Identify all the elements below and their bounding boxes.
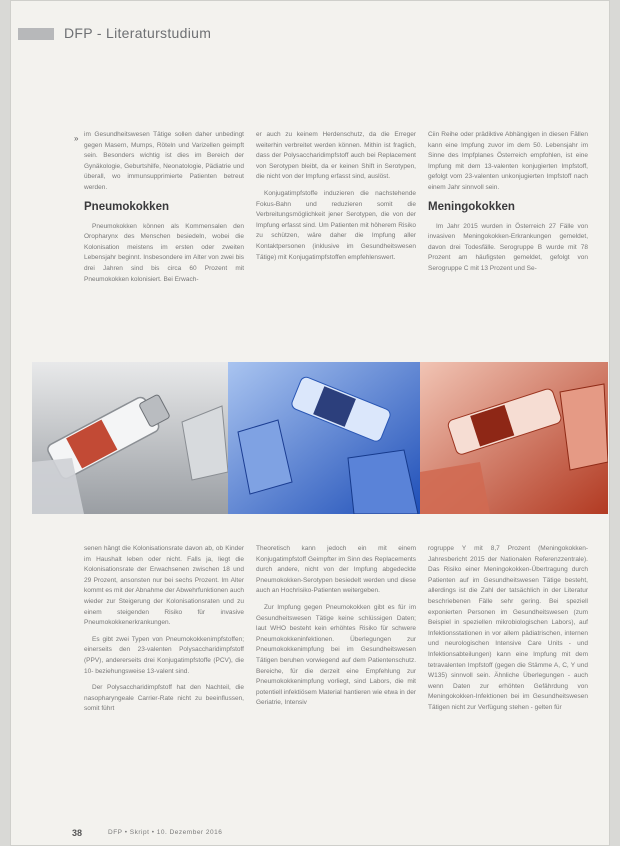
paragraph: im Gesundheitswesen Tätige sollen daher unbedingt gegen Masern, Mumps, Röteln und Varizellen geimpft sein. Besonders wichtig ist dies im Bereich der Gynäkologie, Geburtshilfe, Neonatologie, Pädiatrie und überall, wo immunsupprimierte Patienten betreut werden. [84, 131, 244, 191]
bottom-column-1 [84, 544, 244, 721]
page-footer [10, 828, 610, 842]
top-column-3 [428, 130, 588, 281]
paragraph: rogruppe Y mit 8,7 Prozent (Meningokokken-Jahresbericht 2015 der Nationalen Referenzzentrale). Das Risiko einer Meningokokken-Übertragung durch Patienten auf im Gesundheitswesen Tätige besteht, allerdings ist die Zahl der tatsächlich in der Literatur beschriebenen Fälle sehr gering. Bei speziell exponierten Personen im Gesundheitswesen (zum Beispiel in speziellen mikrobiologischen Labors), auf Infektionsstationen in vor allem pädiatrischen, internen und neurologischen Intensive Care Units - und Infektionsabteilungen) kann eine Impfung mit dem tetravalenten Impfstoff (gegen die Stämme A, C, Y und W135) sinnvoll sein. Ähnliche Überlegungen - auch wenn Daten zur erhöhten Gefährdung von Meningokokken-Infektionen bei im Gesundheitswesen Tätigen nicht zur Verfügung stehen - gelten für [428, 545, 588, 711]
photo-strip [32, 362, 608, 514]
section-heading-meningokokken: Meningokokken [428, 200, 515, 213]
paragraph: senen hängt die Kolonisationsrate davon ab, ob Kinder im Haushalt leben oder nicht. Falls ja, liegt die Kolonisationsrate der Erwachsenen zwischen 18 und 29 Prozent, ansonsten nur bei sechs Prozent. Im Alter kommt es mit der Abnahme der Abwehrfunktionen auch wieder zur Steigerung der Kolonisationsraten und zu einem steigenden Risiko für invasive Pneumokokkenerkrankungen. [84, 545, 244, 627]
paragraph: Es gibt zwei Typen von Pneumokokkenimpfstoffen; einerseits den 23-valenten Polysaccharidimpfstoff (PPV), andererseits drei Konjugatimpfstoffe (PCV), die 10- beziehungsweise 13-valent sind. [84, 635, 244, 675]
header-accent-bar [18, 28, 54, 40]
publication-info: DFP • Skript • 10. Dezember 2016 [108, 829, 223, 836]
document-page [10, 0, 610, 846]
paragraph: Theoretisch kann jedoch ein mit einem Konjugatimpfstoff Geimpfter im Sinn des Replacements durch andere, nicht von der Impfung abgedeckte Pneumokokken-Serotypen besiedelt werden und diese auch an Hochrisiko-Patienten weitergeben. [256, 545, 416, 595]
page-title: DFP - Literaturstudium [64, 25, 212, 41]
vial-image-red [420, 362, 608, 514]
paragraph: Pneumokokken können als Kommensalen den Oropharynx des Menschen besiedeln, wobei die Kolonisation meistens im ersten oder zweiten Lebensjahr beginnt. Insbesondere im Alter von zwei bis drei Jahren sind bis circa 60 Prozent mit Pneumokokken kolonisiert. Bei Erwach- [84, 222, 244, 283]
paragraph: er auch zu keinem Herdenschutz, da die Erreger weiterhin verbreitet werden können. Mithin ist fraglich, dass der Polysaccharidimpfstoff auch bei Replacement von Serotypen bleibt, da er keinen Shift in Serotypen, die nicht von der Impfung erfasst sind, auslöst. [256, 131, 416, 181]
page-header [10, 24, 610, 44]
continuation-mark: » [74, 134, 79, 143]
vial-image-blue [228, 362, 420, 514]
top-column-1 [84, 130, 244, 291]
paragraph: Ciin Reihe oder prädiktive Abhängigen in diesen Fällen kann eine Impfung zuvor im dem 50. Lebensjahr im Sinne des Impfplanes Österreich empfohlen, ist eine Impfung mit dem 13-valenten konjugierten Impfstoff, gefolgt vom 23-valenten unkonjugierten Impfstoff nach einem Jahr sinnvoll sein. [428, 131, 588, 191]
page-number: 38 [72, 828, 83, 838]
bottom-column-2 [256, 544, 416, 715]
top-column-2 [256, 130, 416, 269]
paragraph: Der Polysaccharidimpfstoff hat den Nachteil, die nasopharyngeale Carrier-Rate nicht zu beeinflussen, somit führt [84, 684, 244, 713]
paragraph: Konjugatimpfstoffe induzieren die nachstehende Fokus-Bahn und reduzieren somit die Verbreitungsmöglichkeit jener Serotypen, die von der Impfung erfasst sind. Um Patienten mit höherem Risiko zu schützen, wäre daher die Impfung aller Kontaktpersonen (inklusive im Gesundheitswesen Tätige) mit Konjugatimpfstoffen empfehlenswert. [256, 189, 416, 261]
vial-image-gray [32, 362, 228, 514]
paragraph: Zur Impfung gegen Pneumokokken gibt es für im Gesundheitswesen Tätige keine schlüssigen Daten; laut WHO besteht kein erhöhtes Risiko für schwere Pneumokokkeninfektionen. Überlegungen zur Pneumokokkenimpfung bei im Gesundheitswesen Tätigen beruhen vorwiegend auf dem Patientenschutz. Bereiche, für die derzeit eine Empfehlung zur Pneumokokkenimpfung vorliegt, sind Labors, die mit potentiell infektiösem Material hantieren wie etwa in der Geriatrie, Intensiv [256, 603, 416, 707]
section-heading-pneumokokken: Pneumokokken [84, 200, 169, 213]
paragraph: Im Jahr 2015 wurden in Österreich 27 Fälle von invasiven Meningokokken-Erkrankungen gemeldet, davon drei Todesfälle. Serogruppe B wurde mit 78 Prozent am häufigsten gemeldet, gefolgt von Serogruppe C mit 13 Prozent und Se- [428, 222, 588, 272]
bottom-column-3 [428, 544, 588, 720]
